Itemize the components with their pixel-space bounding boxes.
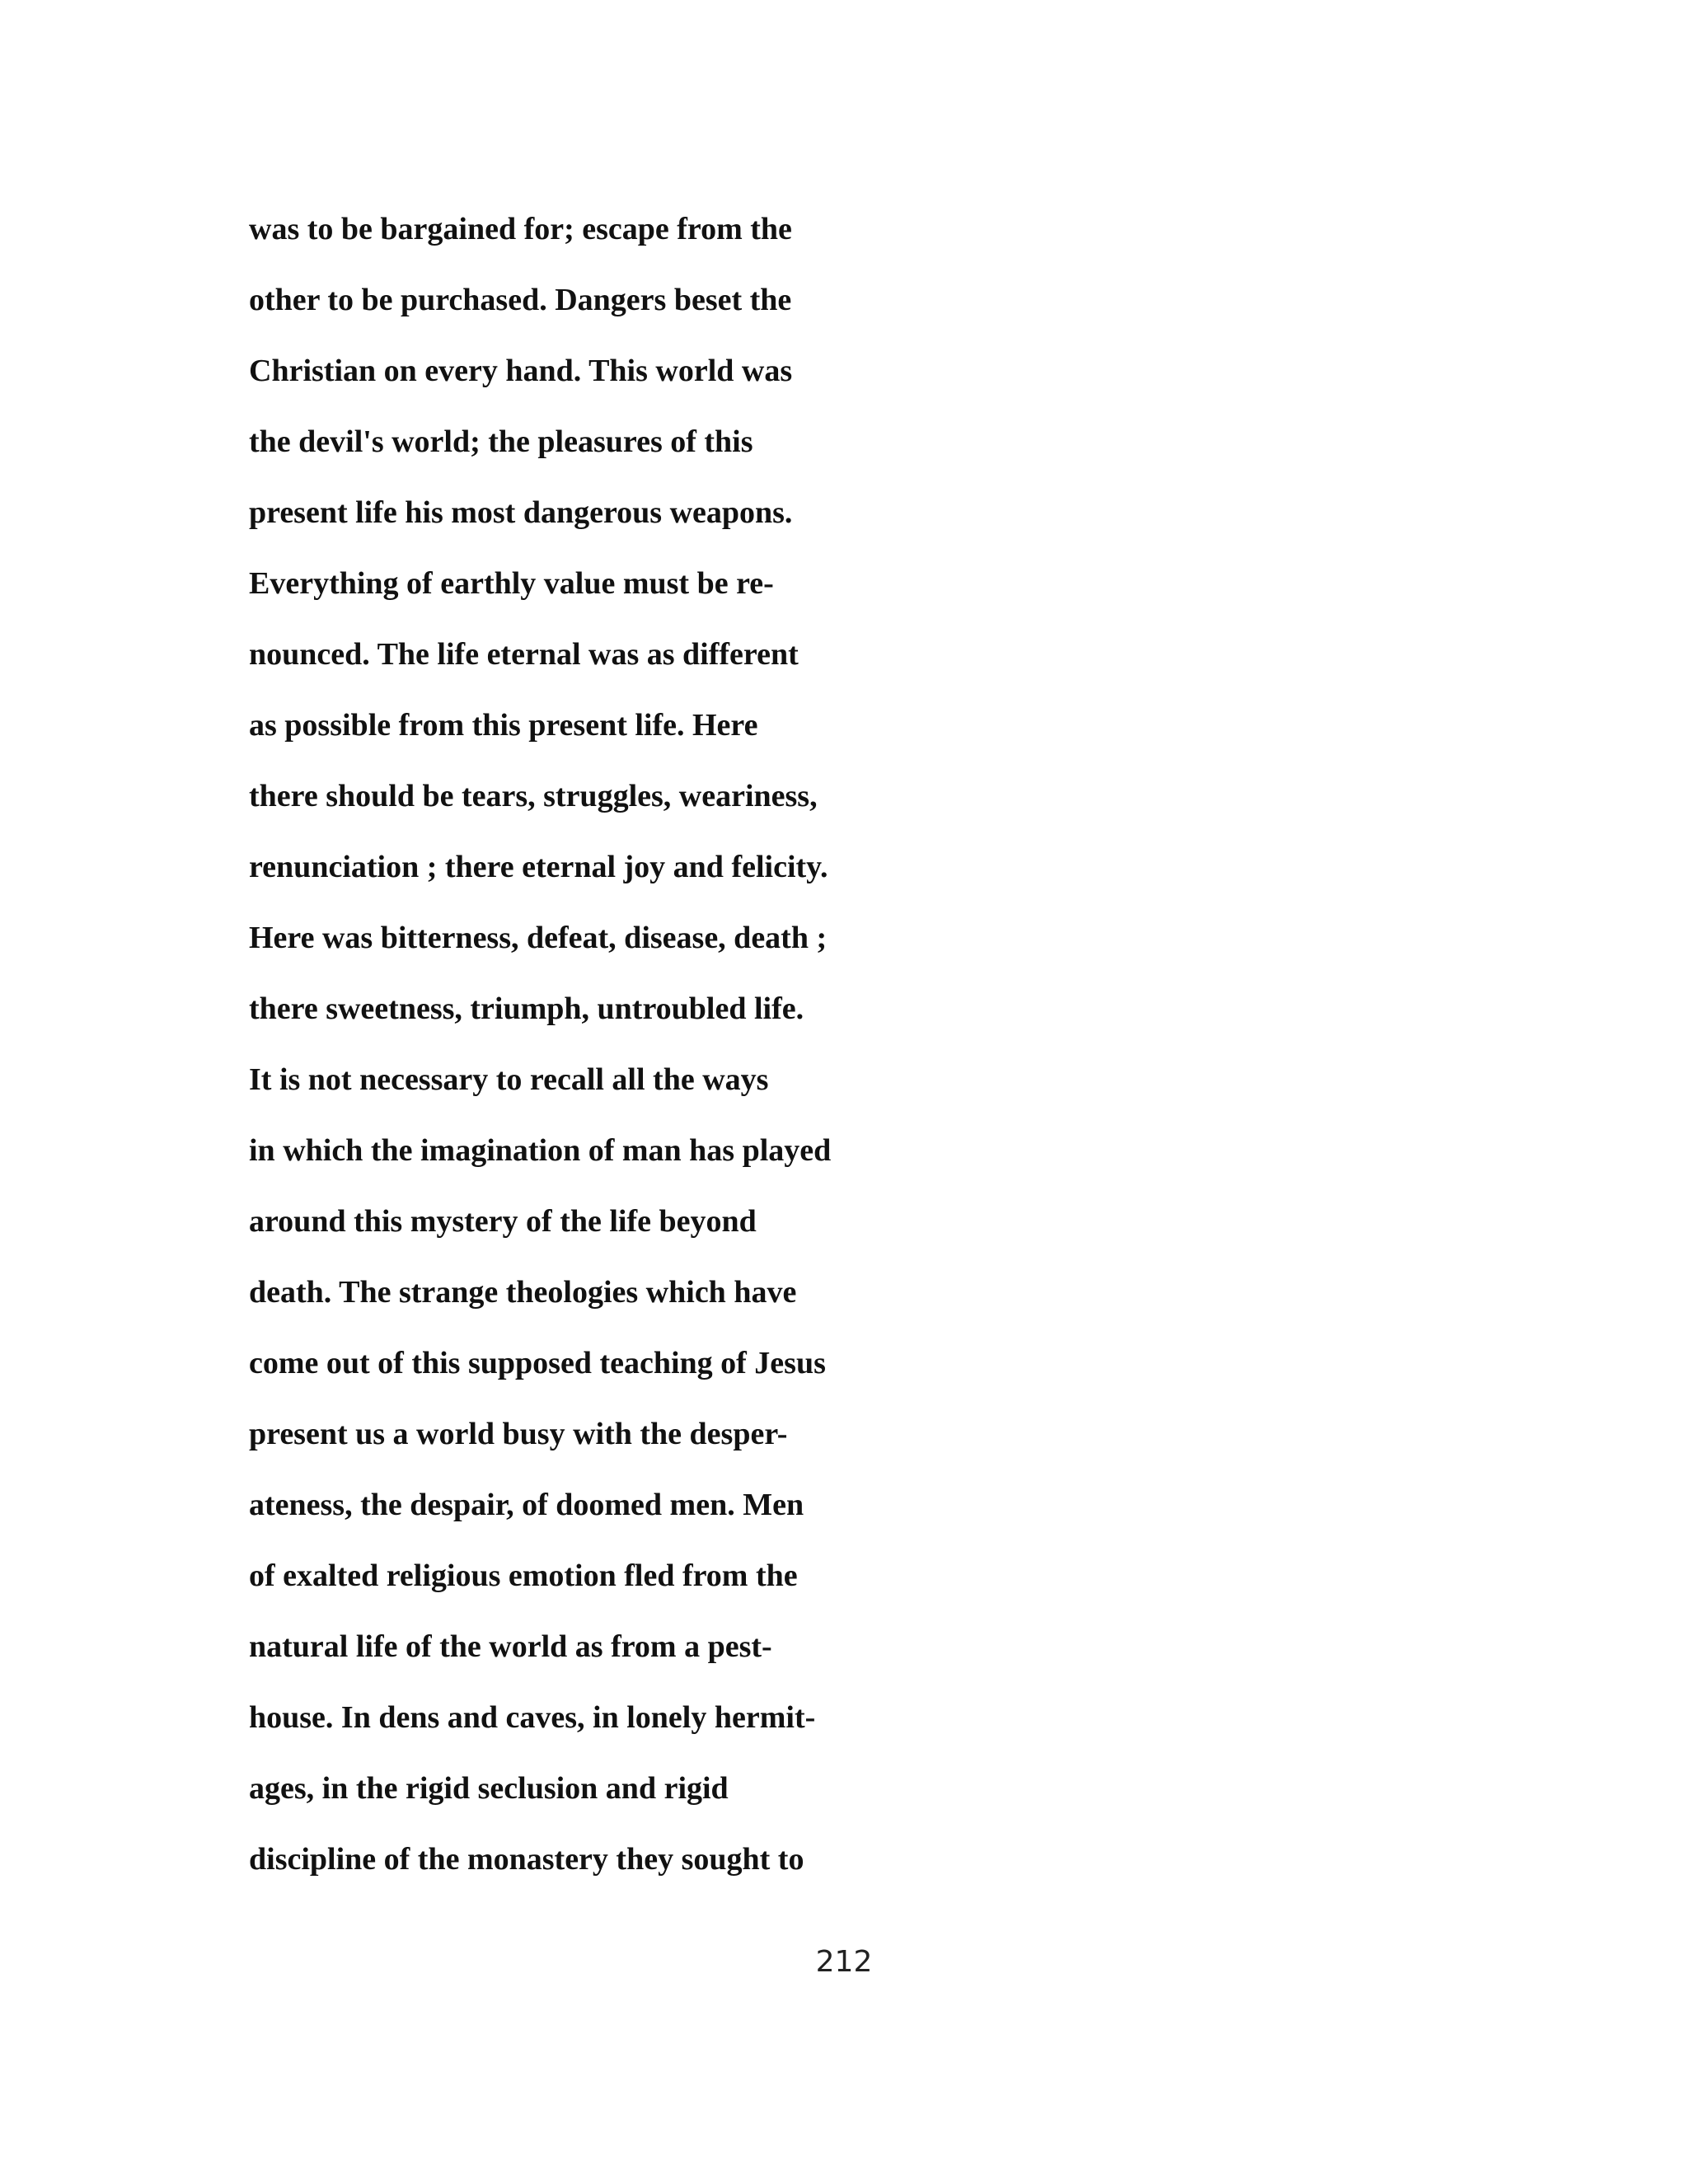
text-line: discipline of the monastery they sought to	[249, 1842, 804, 1877]
text-line: there should be tears, struggles, weariness,	[249, 779, 818, 813]
text-line: there sweetness, triumph, untroubled life.	[249, 991, 804, 1026]
page-number: 212	[815, 1945, 873, 1979]
text-line: of exalted religious emotion fled from the	[249, 1558, 798, 1593]
text-line: present life his most dangerous weapons.	[249, 495, 793, 530]
text-line: in which the imagination of man has played	[249, 1133, 832, 1168]
text-line: come out of this supposed teaching of Jesus	[249, 1346, 826, 1380]
text-line: other to be purchased. Dangers beset the	[249, 283, 792, 317]
text-line: present us a world busy with the desper-	[249, 1417, 788, 1451]
text-line: nounced. The life eternal was as different	[249, 637, 799, 672]
text-line: renunciation ; there eternal joy and felicity.	[249, 850, 828, 884]
body-text	[249, 194, 991, 1895]
text-line: ages, in the rigid seclusion and rigid	[249, 1771, 729, 1806]
text-line: as possible from this present life. Here	[249, 708, 758, 743]
text-line: Everything of earthly value must be re-	[249, 566, 774, 601]
text-line: house. In dens and caves, in lonely hermit-	[249, 1700, 816, 1735]
text-line: death. The strange theologies which have	[249, 1275, 797, 1310]
text-line: was to be bargained for; escape from the	[249, 212, 792, 246]
text-line: Here was bitterness, defeat, disease, death ;	[249, 921, 828, 955]
text-line: around this mystery of the life beyond	[249, 1204, 757, 1239]
text-line: Christian on every hand. This world was	[249, 354, 793, 388]
text-line: ateness, the despair, of doomed men. Men	[249, 1488, 804, 1522]
text-line: It is not necessary to recall all the ways	[249, 1062, 769, 1097]
text-line: natural life of the world as from a pest-	[249, 1629, 772, 1664]
text-line: the devil's world; the pleasures of this	[249, 424, 753, 459]
